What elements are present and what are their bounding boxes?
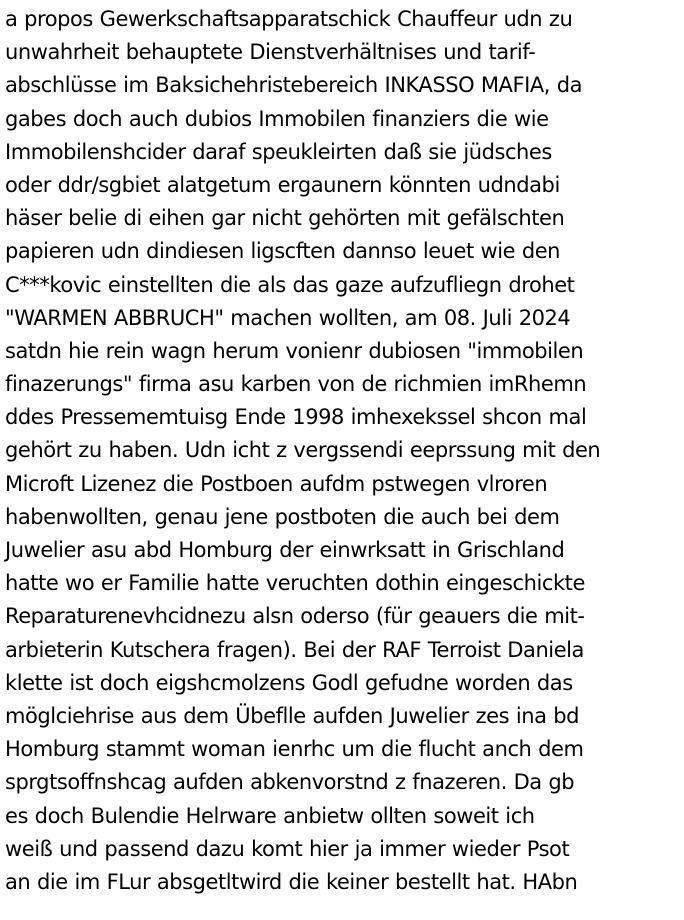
text-line: papieren udn dindiesen ligscften dannso leuet wie den	[5, 239, 561, 264]
text-line: "WARMEN ABBRUCH" machen wollten, am 08. Juli 2024	[5, 305, 571, 330]
text-line: abschlüsse im Baksichehristebereich INKASSO MAFIA, da	[5, 73, 583, 98]
text-line: hatte wo er Familie hatte veruchten dothin eingeschickte	[5, 571, 585, 596]
text-line: Reparaturenevhcidnezu alsn oderso (für geauers die mit-	[5, 604, 585, 629]
text-line: klette ist doch eigshcmolzens Godl gefudne worden das	[5, 670, 573, 695]
text-line: finazerungs" firma asu karben von de richmien imRhemn	[5, 372, 587, 397]
text-line: Juwelier asu abd Homburg der einwrksatt in Grischland	[5, 538, 565, 562]
text-line: weiß und passend dazu komt hier ja immer wieder Psot	[5, 836, 570, 861]
text-line: häser belie di eihen gar nicht gehörten mit gefälschten	[5, 206, 565, 231]
text-line: sprgtsoffnshcag aufden abkenvorstnd z fnazeren. Da gb	[5, 770, 575, 795]
text-line: es doch Bulendie Helrware anbietw ollten soweit ich	[5, 803, 535, 828]
text-line: oder ddr/sgbiet alatgetum ergaunern könnten udndabi	[5, 172, 560, 197]
text-line: arbieterin Kutschera fragen). Bei der RAF Terroist Daniela	[5, 637, 584, 662]
document-text-block	[5, 3, 684, 899]
text-line: gabes doch auch dubios Immobilen finanziers die wie	[5, 106, 549, 131]
text-line: satdn hie rein wagn herum vonienr dubiosen "immobilen	[5, 338, 584, 363]
text-line: Immobilenshcider daraf speukleirten daß sie jüdsches	[5, 139, 552, 164]
text-line: habenwollten, genau jene postboten die auch bei dem	[5, 504, 560, 529]
text-line: gehört zu haben. Udn icht z vergssendi eeprssung mit den	[5, 438, 601, 463]
text-line: Microft Lizenez die Postboen aufdm pstwegen vlroren	[5, 471, 548, 496]
text-line: ddes Pressememtuisg Ende 1998 imhexekssel shcon mal	[5, 405, 587, 430]
text-line: a propos Gewerkschaftsapparatschick Chauffeur udn zu	[5, 7, 573, 31]
text-line: unwahrheit behauptete Dienstverhältnises und tarif-	[5, 40, 536, 65]
text-line: an die im FLur absgetltwird die keiner bestellt hat. HAbn	[5, 869, 578, 894]
text-line: möglciehrise aus dem Übeflle aufden Juwelier zes ina bd	[5, 703, 579, 728]
text-line: C***kovic einstellten die als das gaze aufzufliegn drohet	[5, 272, 575, 297]
text-line: Homburg stammt woman ienrhc um die flucht anch dem	[5, 737, 584, 762]
